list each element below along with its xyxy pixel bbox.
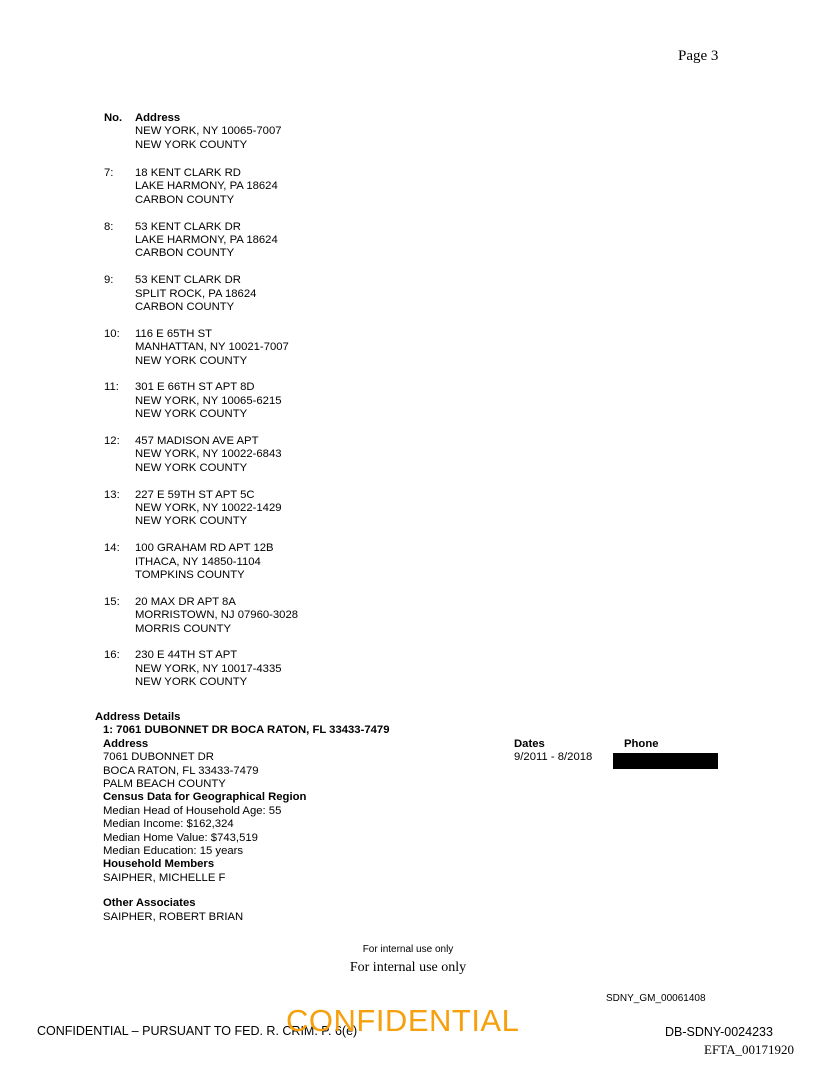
address-line: NEW YORK, NY 10022-6843 xyxy=(135,448,282,461)
address-entry-title: 1: 7061 DUBONNET DR BOCA RATON, FL 33433-7479 xyxy=(103,724,390,737)
confidential-notice: CONFIDENTIAL – PURSUANT TO FED. R. CRIM. P. 6(e) xyxy=(37,1024,358,1038)
census-line: Median Head of Household Age: 55 xyxy=(103,804,282,817)
address-row xyxy=(104,221,524,275)
address-line: ITHACA, NY 14850-1104 xyxy=(135,555,261,568)
address-line: PALM BEACH COUNTY xyxy=(103,778,226,791)
address-number: 11: xyxy=(104,381,119,394)
address-line: NEW YORK COUNTY xyxy=(135,461,248,474)
address-line: 18 KENT CLARK RD xyxy=(135,167,241,179)
address-line: NEW YORK, NY 10022-1429 xyxy=(135,501,282,514)
page-number: Page 3 xyxy=(678,48,719,64)
column-header-no: No. xyxy=(104,112,123,124)
address-number: 9: xyxy=(104,274,114,287)
address-number: 10: xyxy=(104,327,120,340)
census-label: Census Data for Geographical Region xyxy=(103,791,307,804)
address-number: 12: xyxy=(104,434,120,447)
address-row xyxy=(104,167,524,221)
phone-block xyxy=(624,738,659,751)
census-line: Median Home Value: $743,519 xyxy=(103,831,258,844)
confidential-stamp: CONFIDENTIAL xyxy=(286,1003,520,1038)
address-line: NEW YORK, NY 10017-4335 xyxy=(135,662,282,675)
address-row xyxy=(104,274,524,328)
continued-address-line: NEW YORK, NY 10065-7007 xyxy=(135,125,282,138)
address-row xyxy=(104,328,524,382)
address-line: SPLIT ROCK, PA 18624 xyxy=(135,287,257,300)
address-row xyxy=(104,542,524,596)
census-line: Median Income: $162,324 xyxy=(103,818,234,831)
address-details-heading: Address Details xyxy=(95,711,181,723)
address-line: 116 E 65TH ST xyxy=(135,327,213,340)
address-row xyxy=(104,489,524,543)
internal-use-note-small: For internal use only xyxy=(362,944,454,955)
address-line: CARBON COUNTY xyxy=(135,247,235,260)
phone-redaction xyxy=(613,753,718,769)
associate: SAIPHER, ROBERT BRIAN xyxy=(103,910,244,923)
db-bates-id: DB-SDNY-0024233 xyxy=(665,1025,773,1039)
dates-block xyxy=(514,738,592,765)
address-line: 20 MAX DR APT 8A xyxy=(135,595,236,608)
address-list-header xyxy=(104,112,524,167)
address-line: LAKE HARMONY, PA 18624 xyxy=(135,180,278,193)
address-line: 227 E 59TH ST APT 5C xyxy=(135,488,255,501)
address-line: 301 E 66TH ST APT 8D xyxy=(135,381,255,394)
address-row xyxy=(104,649,524,703)
address-number: 16: xyxy=(104,649,120,662)
phone-label: Phone xyxy=(624,738,659,750)
address-line: MORRIS COUNTY xyxy=(135,622,232,635)
address-line: 230 E 44TH ST APT xyxy=(135,649,238,662)
household-members-label: Household Members xyxy=(103,858,215,871)
address-line: 7061 DUBONNET DR xyxy=(103,751,214,764)
address-line: NEW YORK COUNTY xyxy=(135,515,248,528)
other-associates-label: Other Associates xyxy=(103,897,196,910)
address-number: 15: xyxy=(104,595,120,608)
address-row xyxy=(104,381,524,435)
address-line: MANHATTAN, NY 10021-7007 xyxy=(135,341,289,354)
address-list xyxy=(104,112,524,703)
address-number: 8: xyxy=(104,220,114,233)
efta-id: EFTA_00171920 xyxy=(704,1042,794,1057)
address-line: CARBON COUNTY xyxy=(135,301,235,313)
column-header-address: Address xyxy=(135,112,181,124)
address-line: 100 GRAHAM RD APT 12B xyxy=(135,542,274,555)
address-row xyxy=(104,596,524,650)
address-line: TOMPKINS COUNTY xyxy=(135,568,245,581)
address-line: 53 KENT CLARK DR xyxy=(135,274,241,287)
address-row xyxy=(104,435,524,489)
address-line: MORRISTOWN, NJ 07960-3028 xyxy=(135,609,299,622)
address-number: 13: xyxy=(104,488,120,501)
address-line: NEW YORK, NY 10065-6215 xyxy=(135,394,282,407)
address-line: 457 MADISON AVE APT xyxy=(135,434,259,447)
dates-label: Dates xyxy=(514,738,545,750)
census-line: Median Education: 15 years xyxy=(103,845,244,858)
address-line: 53 KENT CLARK DR xyxy=(135,220,241,233)
address-line: NEW YORK COUNTY xyxy=(135,354,248,367)
address-line: NEW YORK COUNTY xyxy=(135,408,248,421)
sdny-bates-id: SDNY_GM_00061408 xyxy=(606,993,706,1004)
address-line: BOCA RATON, FL 33433-7479 xyxy=(103,764,259,777)
household-member: SAIPHER, MICHELLE F xyxy=(103,871,226,884)
address-number: 7: xyxy=(104,167,114,179)
dates-value: 9/2011 - 8/2018 xyxy=(514,751,593,764)
address-label: Address xyxy=(103,737,149,750)
address-line: NEW YORK COUNTY xyxy=(135,676,248,689)
address-line: LAKE HARMONY, PA 18624 xyxy=(135,234,278,246)
internal-use-note-large: For internal use only xyxy=(349,960,467,975)
address-line: CARBON COUNTY xyxy=(135,193,235,206)
address-number: 14: xyxy=(104,542,120,555)
continued-address-line: NEW YORK COUNTY xyxy=(135,138,248,151)
